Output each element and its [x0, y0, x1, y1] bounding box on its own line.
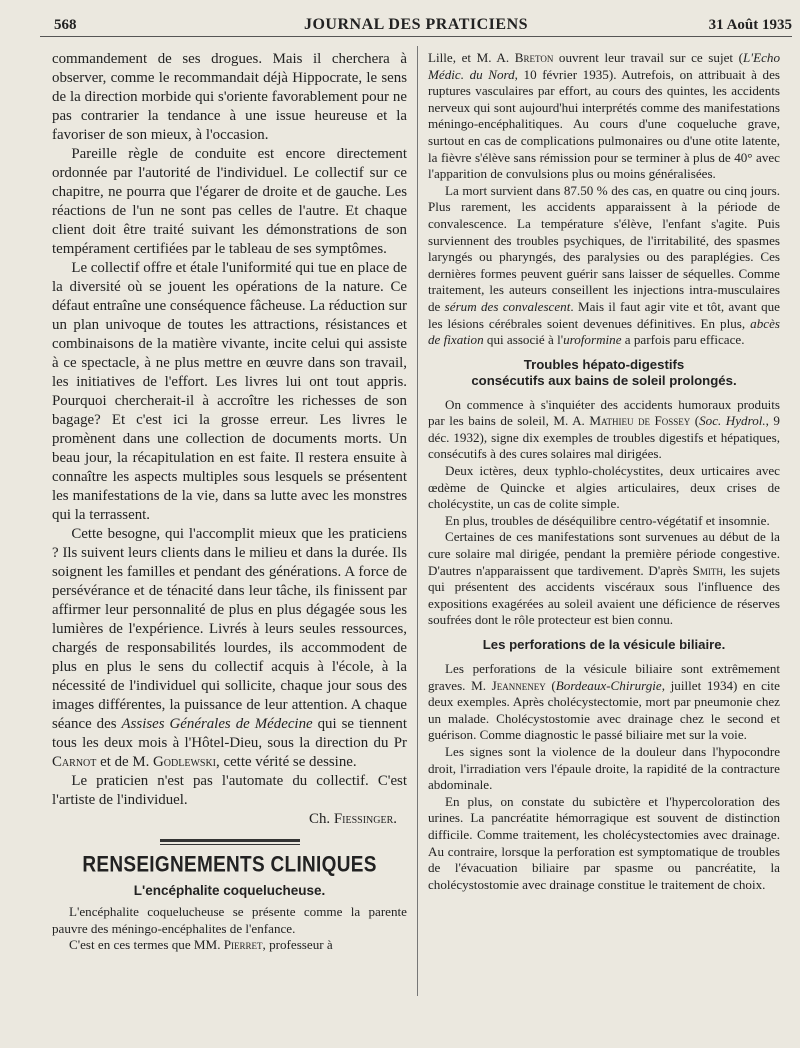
signature: Ch. Fiessinger.: [309, 811, 397, 827]
journal-title: JOURNAL DES PRATICIENS: [303, 16, 529, 33]
paragraph: Deux ictères, deux typhlo-cholécystites, deux urticaires avec œdème de Quincke et algies articulaires, deux crises de cholécystite, un cas de colite simple.: [428, 463, 780, 512]
paragraph: Le collectif offre et étale l'uniformité qui tue en place de la diversité où se jouent les opérations de la nature. Ce défaut entraîne une conséquence fâcheuse. La réduction sur un plan univoque de toutes les attractions, résistances et combinaisons de la matière vivante, incite celui qui assiste à ce spectacle, à ne plus mettre en œuvre dans son travail, les initiatives de l'effort. Les livres lui ont tout appris. Pourquoi chercherait-il à accroître les richesses de son bagage? Et c'est ici la grosse erreur. Les livres le promènent dans une collection de documents morts. Un beau jour, la récapitulation en est faite. Il restera ensuite à connaître les aspects multiples sous lesquels se présentent les manifestations de la vie, dans sa lutte avec les monstres qui la terrassent.: [52, 260, 407, 523]
section-rule: [160, 844, 300, 845]
author-name: Mathieu de Fossey: [589, 413, 691, 429]
author-name: Pierret: [223, 937, 263, 953]
page-header: [40, 14, 792, 37]
paragraph: commandement de ses drogues. Mais il cherchera à observer, comme le recommandait déjà Hippocrate, le sens de la direction morbide qui s'oriente favorablement pour ne pas contrarier la tendance à une issue heureuse et la favoriser de son mieux, à l'occasion.: [52, 51, 407, 143]
paragraph: Cette besogne, qui l'accomplit mieux que les praticiens ? Ils suivent leurs clients dans le milieu et dans la durée. Ils soignent les familles et pendant des générations. A force de persévérance et de ténacité dans leur tâche, ils finissent par affirmer leur personnalité de plus en plus dégagée sous les lumières de l'expérience. Livrés à leurs seules ressources, chargés de responsabilités lourdes, ils accommodent de plus en plus le sens du collectif acquis à l'école, à la nécessité de l'individuel qui sollicite, chaque jour sous des images différentes, la puissance de leur attention. A chaque séance des Assises Générales de Médecine qui se tiennent tous les deux mois à l'Hôtel-Dieu, sous la direction du Pr Carnot et de M. Godlewski, cette vérité se dessine.: [52, 526, 407, 770]
author-name: Breton: [514, 50, 554, 65]
emphasis: L'Echo Médic. du Nord: [428, 50, 780, 82]
left-column: [52, 50, 407, 954]
paragraph: En plus, troubles de déséquilibre centro-végétatif et insomnie.: [445, 512, 770, 528]
paragraph: En plus, on constate du subictère et l'hypercoloration des urines. La pancréatite hémorragique est souvent de distinction difficile. Comme traitement, les cholécystectomies avec drainage. Au contraire, lorsque la perforation est symptomatique de troubles de l'évacuation biliaire par spasme ou pancréatite, la cholécystostomie avec drainage constitue le traitement de choix.: [428, 793, 780, 892]
article-title: Les perforations de la vésicule biliaire.: [482, 637, 726, 652]
article-title: Troubles hépato-digestifs consécutifs aux bains de soleil prolongés.: [471, 356, 737, 388]
paragraph: Lille, et M. A. Breton ouvrent leur travail sur ce sujet (L'Echo Médic. du Nord, 10 février 1935). Autrefois, on attribuait à des ruptures vasculaires par effort, au cours des quintes, les accidents nerveux qui sont aujourd'hui interprétés comme des manifestations méningo-encéphalitiques. Au cours d'une coqueluche grave, surtout en cas de complications pulmonaires ou d'une otite latente, la fièvre s'élève sans rémission pour se terminer à plus de 40° avec l'apparition de convulsions plus ou moins généralisées.: [428, 50, 780, 182]
paragraph: La mort survient dans 87.50 % des cas, en quatre ou cinq jours. Plus rarement, les accidents apparaissent à la période de convalescence. La température s'élève, l'enfant s'agite. Puis surviennent des troubles psychiques, de l'irritabilité, des spasmes laryngés ou pharyngés, des paralysies ou des paraplégies. Ces dernières formes peuvent guérir sans laisser de séquelles. Comme traitement, les auteurs conseillent les injections intra-musculaires de sérum des convalescent. Mais il faut agir vite et tôt, avant que les lésions cérébrales soient devenues définitives. En plus, abcès de fixation qui associé à l'uroformine a parfois paru efficace.: [428, 182, 780, 348]
author-name: Godlewski: [153, 754, 217, 770]
paragraph: L'encéphalite coquelucheuse se présente comme la parente pauvre des méningo-encéphalites de l'enfance.: [52, 904, 407, 936]
article-title: L'encéphalite coquelucheuse.: [133, 883, 326, 898]
author-name: Smith: [692, 562, 723, 578]
paragraph: Les signes sont la violence de la douleur dans l'hypocondre droit, l'irradiation vers l'épaule droite, la rapidité de la contracture abdominale.: [428, 743, 780, 793]
paragraph: Certaines de ces manifestations sont survenues au début de la cure solaire mal dirigée, pendant la première période congestive. D'autres n'apparaissent que tardivement. D'après Smith, les sujets qui présentent des accidents viscéraux sous l'influence des expositions exagérées au soleil avaient une déficience de réserves soufrées dont le rôle protecteur est bien connu.: [428, 529, 780, 628]
section-rule: [160, 839, 300, 842]
author-name: Carnot: [52, 754, 97, 770]
paragraph: Le praticien n'est pas l'automate du collectif. C'est l'artiste de l'individuel.: [52, 773, 407, 808]
right-column: [428, 50, 780, 893]
emphasis: Assises Générales de Médecine: [121, 716, 313, 732]
paragraph: Pareille règle de conduite est encore directement ordonnée par l'autorité de l'individuel. Le collectif sur ce chapitre, ne pourra que l'égarer de droite et de gauche. Les réactions de l'un ne sont pas celles de l'autre. Et chaque client doit être traité suivant les démonstrations de son tempérament certifiées par le tableau de ses symptômes.: [52, 146, 407, 257]
issue-date: 31 Août 1935: [708, 17, 792, 33]
paragraph: C'est en ces termes que MM. Pierret, professeur à: [69, 937, 333, 953]
paragraph: Les perforations de la vésicule biliaire sont extrêmement graves. M. Jeanneney (Bordeaux-Chirurgie, juillet 1934) en cite deux exemples. Après cholécystectomie, mort par pneumonie chez un malade. Cholécystostomie avec drainage chez le second et guérison. Comme diagnostic le passé biliaire met sur la voie.: [428, 661, 780, 743]
author-name: Jeanneney: [491, 677, 546, 693]
column-divider: [417, 46, 418, 996]
page-number: 568: [54, 17, 77, 33]
section-title: RENSEIGNEMENTS CLINIQUES: [82, 853, 377, 878]
paragraph: On commence à s'inquiéter des accidents humoraux produits par les bains de soleil, M. A. Mathieu de Fossey (Soc. Hydrol., 9 déc. 1932), signe dix exemples de troubles digestifs et hépatiques, consécutifs à des cures solaires mal dirigées.: [428, 396, 780, 462]
